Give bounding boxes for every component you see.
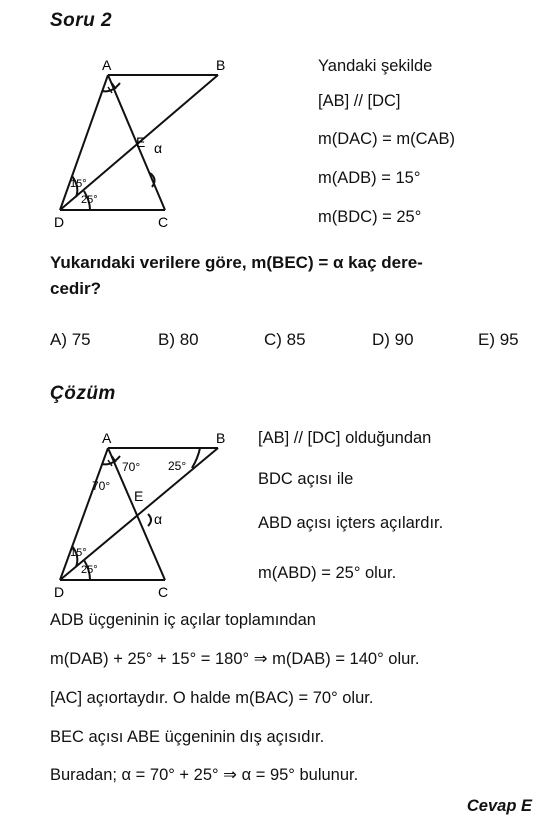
solution-title: Çözüm xyxy=(50,383,116,404)
solution-side-2: BDC açısı ile xyxy=(258,470,354,488)
label-70-top: 70° xyxy=(122,460,141,474)
label-a-2: A xyxy=(102,430,112,446)
label-25-top: 25° xyxy=(168,459,187,473)
question-text xyxy=(50,250,423,303)
answer-label: Cevap E xyxy=(466,797,532,815)
solution-line-4: BEC açısı ABE üçgeninin dış açısıdır. xyxy=(50,728,325,746)
given-line-4: m(ADB) = 15° xyxy=(318,169,421,187)
solution-line-2: m(DAB) + 25° + 15° = 180° ⇒ m(DAB) = 140° olur. xyxy=(50,650,420,668)
solution-side-1: [AB] // [DC] olduğundan xyxy=(258,429,432,447)
label-15: 15° xyxy=(70,178,87,190)
label-25-2: 25° xyxy=(81,564,98,576)
label-c: C xyxy=(158,214,169,230)
given-line-1: Yandaki şekilde xyxy=(318,57,433,75)
geometry-figure-1 xyxy=(40,55,240,230)
option-e: E) 95 xyxy=(478,330,519,349)
label-d: D xyxy=(54,214,65,230)
solution-line-1: ADB üçgeninin iç açılar toplamından xyxy=(50,611,316,629)
label-c-2: C xyxy=(158,584,169,600)
solution-side-3: ABD açısı içters açılardır. xyxy=(258,514,444,532)
option-a: A) 75 xyxy=(50,330,91,349)
label-25: 25° xyxy=(81,194,98,206)
given-line-5: m(BDC) = 25° xyxy=(318,208,422,226)
solution-line-3: [AC] açıortaydır. O halde m(BAC) = 70° olur. xyxy=(50,689,374,707)
option-c: C) 85 xyxy=(264,330,306,349)
label-alpha-2: α xyxy=(154,511,163,527)
angle-arc-bec-2 xyxy=(148,514,151,526)
label-d-2: D xyxy=(54,584,65,600)
label-b-2: B xyxy=(216,430,226,446)
question-line-1: Yukarıdaki verilere göre, m(BEC) = α kaç dere- xyxy=(50,253,423,272)
option-b: B) 80 xyxy=(158,330,199,349)
label-e-2: E xyxy=(134,488,144,504)
option-d: D) 90 xyxy=(372,330,414,349)
label-b: B xyxy=(216,57,226,73)
label-70-left: 70° xyxy=(92,479,111,493)
label-15-2: 15° xyxy=(70,547,87,559)
question-line-2: cedir? xyxy=(50,279,102,299)
given-line-3: m(DAC) = m(CAB) xyxy=(318,130,456,148)
given-line-2: [AB] // [DC] xyxy=(318,92,401,110)
solution-side-4: m(ABD) = 25° olur. xyxy=(258,564,397,582)
label-e: E xyxy=(136,134,146,150)
label-a: A xyxy=(102,57,112,73)
solution-line-5: Buradan; α = 70° + 25° ⇒ α = 95° bulunur. xyxy=(50,766,359,784)
label-alpha: α xyxy=(154,140,163,156)
geometry-figure-2 xyxy=(40,428,240,600)
question-title: Soru 2 xyxy=(50,10,113,31)
